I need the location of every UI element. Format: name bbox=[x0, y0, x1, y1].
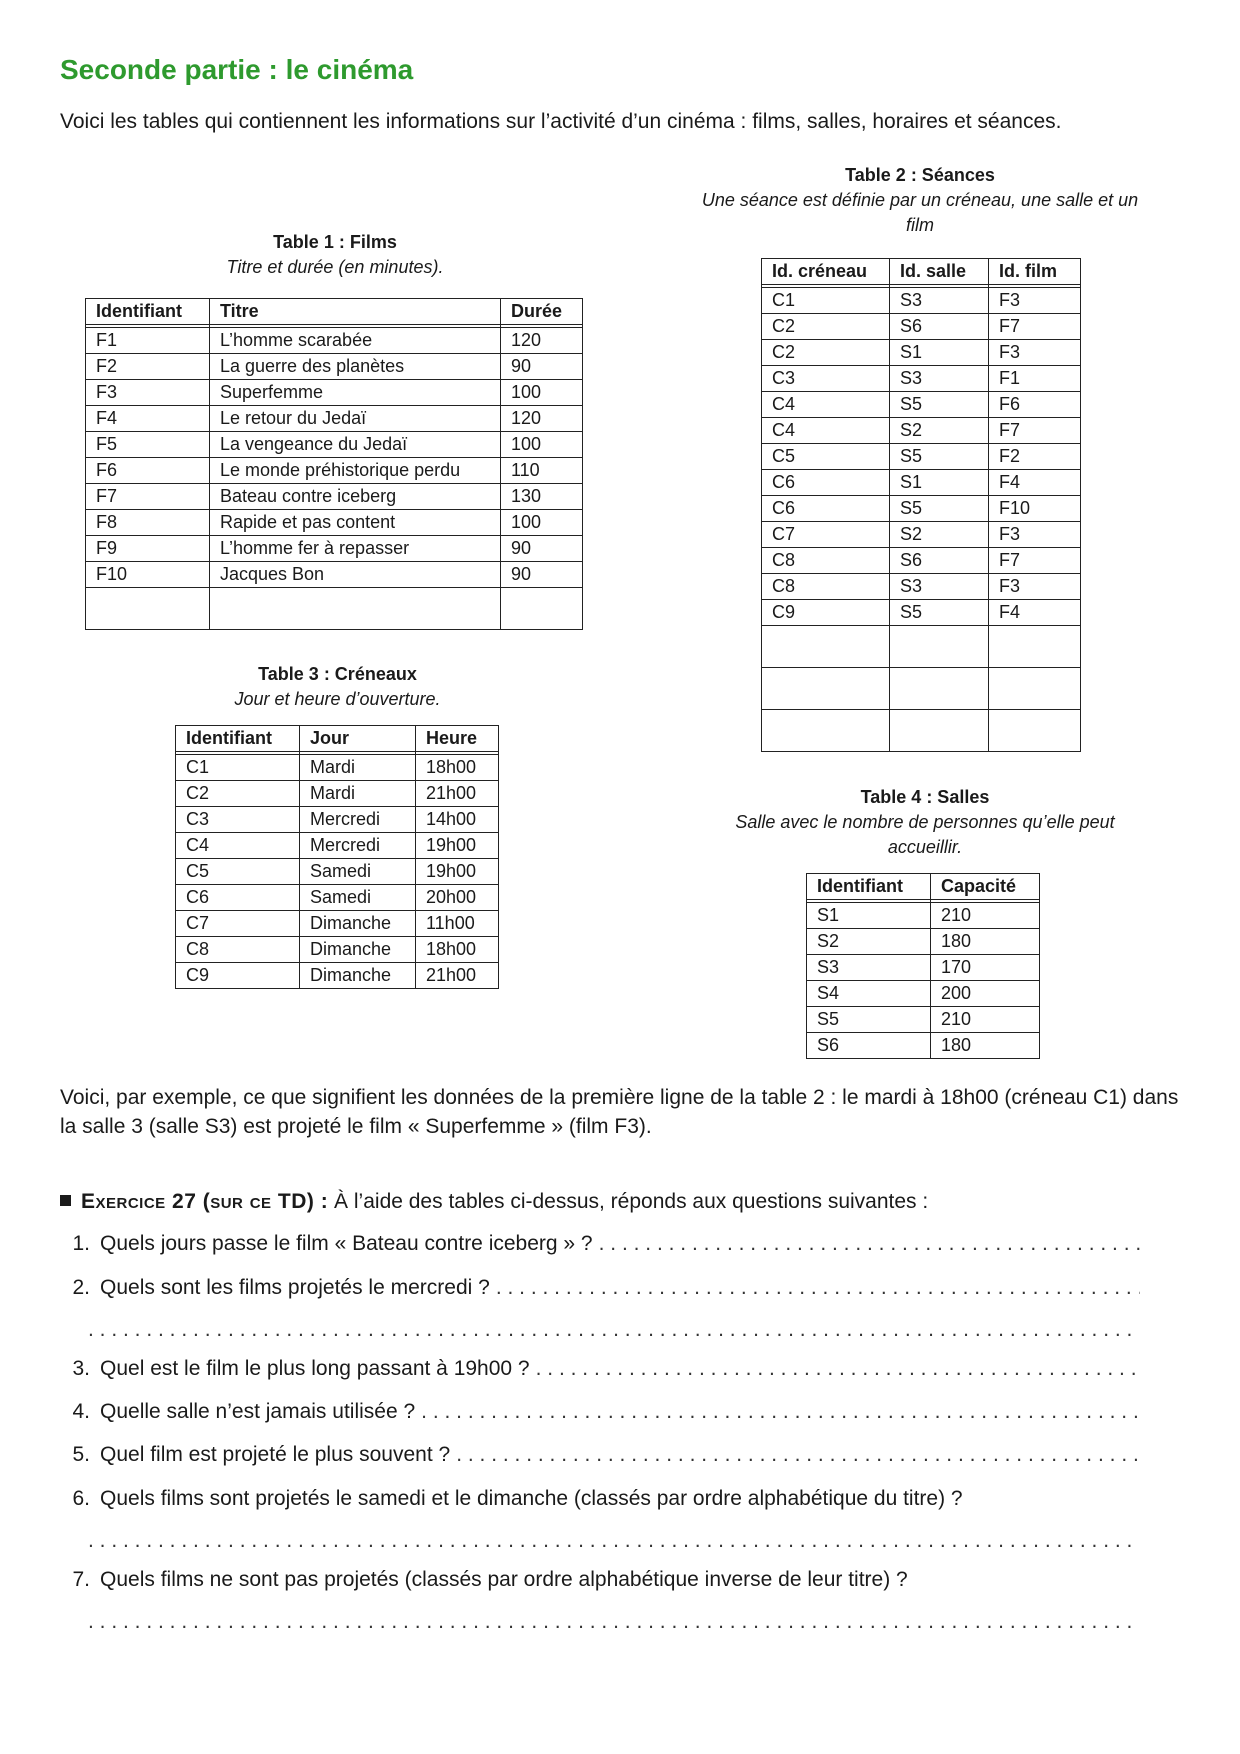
question-text: Quel film est projeté le plus souvent ? bbox=[100, 1443, 451, 1466]
bullet-square-icon bbox=[60, 1195, 71, 1206]
col-header: Capacité bbox=[931, 874, 1040, 900]
table-cell: C5 bbox=[176, 859, 300, 885]
table-cell: 120 bbox=[501, 406, 583, 432]
table-cell: 19h00 bbox=[416, 859, 499, 885]
question-item bbox=[60, 1276, 1140, 1300]
empty-cell bbox=[501, 588, 583, 630]
table-cell: 200 bbox=[931, 981, 1040, 1007]
table2-subtitle: Une séance est définie par un créneau, une salle et un film bbox=[701, 190, 1139, 235]
table3-caption bbox=[175, 662, 500, 712]
table-row bbox=[762, 548, 1081, 574]
salles-table-body bbox=[807, 900, 1040, 1059]
table-cell: F10 bbox=[86, 562, 210, 588]
table-row bbox=[807, 929, 1040, 955]
table-row bbox=[86, 354, 583, 380]
table-cell: C6 bbox=[762, 496, 890, 522]
table-row bbox=[176, 911, 499, 937]
table-row bbox=[176, 859, 499, 885]
table1-subtitle: Titre et durée (en minutes). bbox=[226, 257, 444, 277]
exercise-heading bbox=[60, 1190, 1180, 1214]
empty-row bbox=[762, 668, 1081, 710]
table-cell: C8 bbox=[762, 548, 890, 574]
question-text: Quels sont les films projetés le mercredi ? bbox=[100, 1276, 490, 1299]
answer-dotted-line[interactable] bbox=[88, 1610, 1140, 1634]
question-item bbox=[60, 1443, 1140, 1467]
table-cell: F6 bbox=[989, 392, 1081, 418]
exercise-label: Exercice 27 (sur ce TD) : bbox=[81, 1190, 329, 1213]
table-cell: C6 bbox=[762, 470, 890, 496]
empty-cell bbox=[890, 626, 989, 668]
table-cell: C5 bbox=[762, 444, 890, 470]
empty-cell bbox=[762, 668, 890, 710]
table-cell: C2 bbox=[762, 314, 890, 340]
table-row bbox=[762, 574, 1081, 600]
empty-row bbox=[762, 626, 1081, 668]
table-row bbox=[807, 981, 1040, 1007]
empty-cell bbox=[762, 710, 890, 752]
creneaux-table-body bbox=[176, 752, 499, 989]
table-cell: S5 bbox=[890, 600, 989, 626]
table-cell: C2 bbox=[762, 340, 890, 366]
table-cell: S3 bbox=[890, 366, 989, 392]
table-row bbox=[762, 366, 1081, 392]
table2-caption bbox=[700, 163, 1140, 238]
table-cell: S5 bbox=[890, 392, 989, 418]
table-row bbox=[762, 288, 1081, 314]
question-item bbox=[60, 1487, 1140, 1511]
table-row bbox=[86, 484, 583, 510]
answer-dotted-line[interactable] bbox=[496, 1276, 1140, 1300]
question-text: Quel est le film le plus long passant à 19h00 ? bbox=[100, 1357, 530, 1380]
question-text: Quels films ne sont pas projetés (classés par ordre alphabétique inverse de leur titre) ? bbox=[100, 1568, 908, 1591]
table-cell: 20h00 bbox=[416, 885, 499, 911]
table-row bbox=[762, 392, 1081, 418]
table-cell: 14h00 bbox=[416, 807, 499, 833]
films-table-body bbox=[86, 325, 583, 630]
table-cell: S1 bbox=[890, 340, 989, 366]
table-row bbox=[176, 885, 499, 911]
table-cell: 180 bbox=[931, 1033, 1040, 1059]
table1-caption bbox=[85, 230, 585, 280]
table-cell: C1 bbox=[762, 288, 890, 314]
col-header: Identifiant bbox=[86, 299, 210, 325]
col-header: Identifiant bbox=[807, 874, 931, 900]
table-cell: Jacques Bon bbox=[210, 562, 501, 588]
exercise-instruction: À l’aide des tables ci-dessus, réponds aux questions suivantes : bbox=[334, 1190, 929, 1213]
table-cell: 100 bbox=[501, 380, 583, 406]
table-row bbox=[807, 955, 1040, 981]
empty-row bbox=[86, 588, 583, 630]
answer-dotted-line[interactable] bbox=[536, 1357, 1140, 1381]
table-row bbox=[807, 903, 1040, 929]
table-row bbox=[762, 314, 1081, 340]
table-cell: 90 bbox=[501, 536, 583, 562]
empty-row bbox=[762, 710, 1081, 752]
table-cell: 21h00 bbox=[416, 963, 499, 989]
col-header: Heure bbox=[416, 726, 499, 752]
table-cell: Bateau contre iceberg bbox=[210, 484, 501, 510]
table-cell: 90 bbox=[501, 562, 583, 588]
table-cell: S3 bbox=[807, 955, 931, 981]
table-cell: S3 bbox=[890, 288, 989, 314]
col-header: Identifiant bbox=[176, 726, 300, 752]
table-cell: C3 bbox=[176, 807, 300, 833]
table1-title: Table 1 : Films bbox=[273, 232, 397, 252]
table-cell: La guerre des planètes bbox=[210, 354, 501, 380]
table-cell: C4 bbox=[762, 418, 890, 444]
col-header: Durée bbox=[501, 299, 583, 325]
table-cell: C7 bbox=[762, 522, 890, 548]
seances-table-body bbox=[762, 285, 1081, 752]
table-cell: 120 bbox=[501, 328, 583, 354]
table-cell: S4 bbox=[807, 981, 931, 1007]
table-cell: Mercredi bbox=[300, 833, 416, 859]
table-cell: S6 bbox=[890, 314, 989, 340]
table-cell: L’homme fer à repasser bbox=[210, 536, 501, 562]
table-row bbox=[86, 562, 583, 588]
empty-cell bbox=[890, 668, 989, 710]
table-cell: 100 bbox=[501, 510, 583, 536]
table2-title: Table 2 : Séances bbox=[845, 165, 995, 185]
table4-title: Table 4 : Salles bbox=[860, 787, 990, 807]
question-text: Quelle salle n’est jamais utilisée ? bbox=[100, 1400, 416, 1423]
table-cell: 21h00 bbox=[416, 781, 499, 807]
table-cell: F7 bbox=[989, 314, 1081, 340]
page-title: Seconde partie : le cinéma bbox=[60, 54, 414, 85]
table-cell: F3 bbox=[989, 522, 1081, 548]
empty-cell bbox=[762, 626, 890, 668]
table-cell: F4 bbox=[989, 470, 1081, 496]
table-cell: F8 bbox=[86, 510, 210, 536]
table-cell: Le retour du Jedaï bbox=[210, 406, 501, 432]
table-cell: C9 bbox=[176, 963, 300, 989]
col-header: Id. salle bbox=[890, 259, 989, 285]
table-cell: S2 bbox=[890, 418, 989, 444]
empty-cell bbox=[989, 626, 1081, 668]
table-cell: Rapide et pas content bbox=[210, 510, 501, 536]
table-cell: F1 bbox=[86, 328, 210, 354]
table-cell: Dimanche bbox=[300, 937, 416, 963]
table-cell: F3 bbox=[989, 340, 1081, 366]
table-cell: 210 bbox=[931, 1007, 1040, 1033]
table-cell: F4 bbox=[989, 600, 1081, 626]
table-row bbox=[807, 1007, 1040, 1033]
empty-cell bbox=[989, 710, 1081, 752]
seances-table bbox=[761, 258, 1081, 752]
empty-cell bbox=[210, 588, 501, 630]
table-row bbox=[176, 937, 499, 963]
example-paragraph: Voici, par exemple, ce que signifient les données de la première ligne de la table 2 : le mardi à 18h00 (créneau C1) dans la salle 3 (salle S3) est projeté le film « Superfemme » (film F3). bbox=[60, 1086, 1179, 1138]
table-cell: S5 bbox=[807, 1007, 931, 1033]
question-item bbox=[60, 1400, 1140, 1424]
col-header: Titre bbox=[210, 299, 501, 325]
table-cell: F6 bbox=[86, 458, 210, 484]
table-row bbox=[176, 755, 499, 781]
table-cell: F3 bbox=[86, 380, 210, 406]
question-number: 7. bbox=[72, 1568, 90, 1591]
table-cell: S3 bbox=[890, 574, 989, 600]
table-row bbox=[762, 418, 1081, 444]
table-cell: C3 bbox=[762, 366, 890, 392]
table-cell: S2 bbox=[807, 929, 931, 955]
table-cell: C2 bbox=[176, 781, 300, 807]
table-cell: S1 bbox=[807, 903, 931, 929]
question-item bbox=[60, 1232, 1140, 1256]
creneaux-table bbox=[175, 725, 499, 989]
table-row bbox=[176, 963, 499, 989]
table-cell: F3 bbox=[989, 288, 1081, 314]
table-cell: Le monde préhistorique perdu bbox=[210, 458, 501, 484]
table-row bbox=[176, 781, 499, 807]
table3-title: Table 3 : Créneaux bbox=[258, 664, 417, 684]
table-cell: 130 bbox=[501, 484, 583, 510]
table-cell: C9 bbox=[762, 600, 890, 626]
table-cell: 110 bbox=[501, 458, 583, 484]
empty-cell bbox=[890, 710, 989, 752]
table-cell: Mercredi bbox=[300, 807, 416, 833]
table-cell: S5 bbox=[890, 444, 989, 470]
table-cell: F5 bbox=[86, 432, 210, 458]
table-cell: C8 bbox=[762, 574, 890, 600]
question-number: 5. bbox=[72, 1443, 90, 1466]
table-cell: F4 bbox=[86, 406, 210, 432]
table-cell: F2 bbox=[989, 444, 1081, 470]
table-row bbox=[86, 380, 583, 406]
table4-subtitle: Salle avec le nombre de personnes qu’elle peut accueillir. bbox=[735, 812, 1115, 857]
table-cell: Dimanche bbox=[300, 963, 416, 989]
question-number: 3. bbox=[72, 1357, 90, 1380]
table-cell: 90 bbox=[501, 354, 583, 380]
col-header: Id. créneau bbox=[762, 259, 890, 285]
table-cell: S6 bbox=[890, 548, 989, 574]
table-row bbox=[762, 470, 1081, 496]
col-header: Jour bbox=[300, 726, 416, 752]
table-cell: S6 bbox=[807, 1033, 931, 1059]
table-cell: Mardi bbox=[300, 781, 416, 807]
table-row bbox=[86, 328, 583, 354]
empty-cell bbox=[989, 668, 1081, 710]
table-cell: F3 bbox=[989, 574, 1081, 600]
table-cell: 210 bbox=[931, 903, 1040, 929]
table-row bbox=[86, 536, 583, 562]
question-text: Quels films sont projetés le samedi et le dimanche (classés par ordre alphabétique du titre) ? bbox=[100, 1487, 963, 1510]
table3-subtitle: Jour et heure d’ouverture. bbox=[234, 689, 441, 709]
table-cell: 19h00 bbox=[416, 833, 499, 859]
question-item bbox=[60, 1568, 1140, 1592]
table-row bbox=[762, 522, 1081, 548]
table-cell: C8 bbox=[176, 937, 300, 963]
table-cell: 18h00 bbox=[416, 755, 499, 781]
table-cell: F9 bbox=[86, 536, 210, 562]
answer-dotted-line[interactable] bbox=[599, 1232, 1140, 1256]
table-row bbox=[86, 432, 583, 458]
table-cell: L’homme scarabée bbox=[210, 328, 501, 354]
table-cell: C7 bbox=[176, 911, 300, 937]
salles-table bbox=[806, 873, 1040, 1059]
table-cell: C6 bbox=[176, 885, 300, 911]
table-cell: La vengeance du Jedaï bbox=[210, 432, 501, 458]
table-cell: 11h00 bbox=[416, 911, 499, 937]
empty-cell bbox=[86, 588, 210, 630]
table-cell: F7 bbox=[86, 484, 210, 510]
films-table bbox=[85, 298, 583, 630]
table-cell: 100 bbox=[501, 432, 583, 458]
table-cell: C4 bbox=[762, 392, 890, 418]
table-cell: 170 bbox=[931, 955, 1040, 981]
table-cell: Mardi bbox=[300, 755, 416, 781]
answer-dotted-line[interactable] bbox=[88, 1318, 1140, 1342]
question-item bbox=[60, 1357, 1140, 1381]
table-cell: C1 bbox=[176, 755, 300, 781]
table-row bbox=[762, 496, 1081, 522]
table-row bbox=[762, 340, 1081, 366]
question-text: Quels jours passe le film « Bateau contre iceberg » ? bbox=[100, 1232, 593, 1255]
table-cell: F10 bbox=[989, 496, 1081, 522]
table-cell: S2 bbox=[890, 522, 989, 548]
table-cell: C4 bbox=[176, 833, 300, 859]
table-cell: S5 bbox=[890, 496, 989, 522]
intro-text: Voici les tables qui contiennent les informations sur l’activité d’un cinéma : films, salles, horaires et séances. bbox=[60, 110, 1062, 133]
question-number: 2. bbox=[72, 1276, 90, 1299]
table-row bbox=[176, 807, 499, 833]
table-cell: S1 bbox=[890, 470, 989, 496]
table-row bbox=[807, 1033, 1040, 1059]
answer-dotted-line[interactable] bbox=[421, 1400, 1140, 1424]
table-cell: Samedi bbox=[300, 885, 416, 911]
question-number: 1. bbox=[72, 1232, 90, 1255]
table-cell: Samedi bbox=[300, 859, 416, 885]
table-cell: Superfemme bbox=[210, 380, 501, 406]
table-cell: Dimanche bbox=[300, 911, 416, 937]
table-cell: 180 bbox=[931, 929, 1040, 955]
table-row bbox=[86, 510, 583, 536]
table-row bbox=[762, 444, 1081, 470]
table-cell: F7 bbox=[989, 418, 1081, 444]
answer-dotted-line[interactable] bbox=[456, 1443, 1140, 1467]
answer-dotted-line[interactable] bbox=[88, 1529, 1140, 1553]
table-row bbox=[762, 600, 1081, 626]
table-cell: F7 bbox=[989, 548, 1081, 574]
table4-caption bbox=[710, 785, 1140, 860]
table-cell: F1 bbox=[989, 366, 1081, 392]
col-header: Id. film bbox=[989, 259, 1081, 285]
table-row bbox=[86, 458, 583, 484]
table-cell: 18h00 bbox=[416, 937, 499, 963]
table-cell: F2 bbox=[86, 354, 210, 380]
table-row bbox=[176, 833, 499, 859]
question-number: 4. bbox=[72, 1400, 90, 1423]
table-row bbox=[86, 406, 583, 432]
question-number: 6. bbox=[72, 1487, 90, 1510]
